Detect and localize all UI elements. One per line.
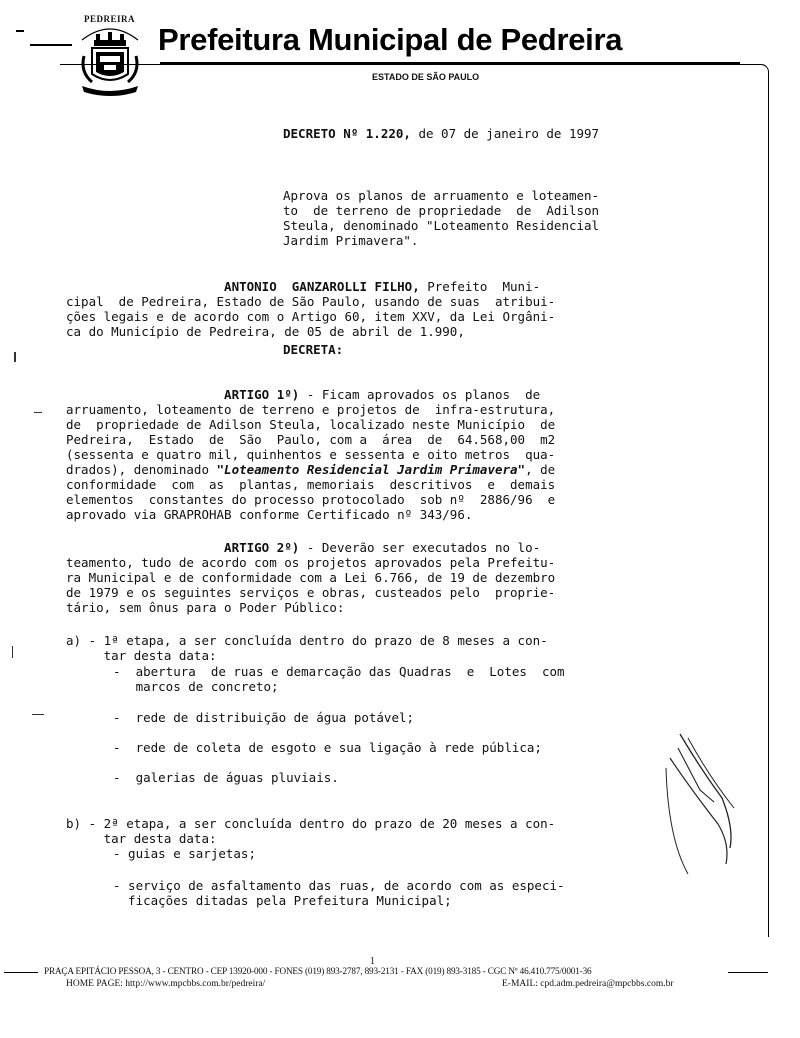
article-line: tário, sem ônus para o Poder Público: [66, 600, 345, 615]
summary-line: to de terreno de propriedade de Adilson [283, 203, 600, 218]
article-line: aprovado via GRAPROHAB conforme Certificado nº 343/96. [66, 507, 473, 522]
stage-b-line: b) - 2ª etapa, a ser concluída dentro do prazo de 20 meses a con- [66, 816, 556, 831]
article-line: elementos constantes do processo protocolado sob nº 2886/96 e [66, 492, 556, 507]
preamble-first-line: ANTONIO GANZAROLLI FILHO, Prefeito Muni- [224, 279, 541, 294]
stage-a-item: - rede de coleta de esgoto e sua ligação à rede pública; [113, 740, 542, 755]
footer-rule-right [728, 972, 768, 973]
article-line: Pedreira, Estado de São Paulo, com a área de 64.568,00 m2 [66, 432, 556, 447]
footer-rule-left [4, 972, 38, 973]
decree-number: DECRETO Nº 1.220, [283, 126, 411, 141]
preamble [66, 264, 555, 354]
summary-line: Jardim Primavera". [283, 233, 419, 248]
article-line: conformidade com as plantas, memoriais descritivos e demais [66, 477, 556, 492]
margin-mark [14, 352, 16, 362]
crest-name: PEDREIRA [84, 14, 136, 24]
margin-mark [32, 714, 44, 715]
article-2-first-line: ARTIGO 2º) - Deverão ser executados no lo- [224, 540, 541, 555]
margin-mark [12, 646, 16, 658]
stage-b-line: tar desta data: [66, 831, 217, 846]
stage-a-line: tar desta data: [66, 648, 217, 663]
margin-mark [34, 412, 42, 413]
stage-a-item: - abertura de ruas e demarcação das Quadras e Lotes com marcos de concreto; [113, 664, 565, 694]
mayor-name: ANTONIO GANZAROLLI FILHO, [224, 279, 420, 294]
state-subtitle: ESTADO DE SÃO PAULO [372, 72, 480, 82]
article-line: de propriedade de Adilson Steula, localizado neste Município de [66, 417, 556, 432]
footer-address: PRAÇA EPITÁCIO PESSOA, 3 - CENTRO - CEP 13920-000 - FONES (019) 893-2787, 893-2131 - FAX (019) 893-3185 - CGC Nº 46.410.775/0001-36 [44, 966, 592, 976]
article-line: arruamento, loteamento de terreno e projetos de infra-estrutura, [66, 402, 556, 417]
article-line: (sessenta e quatro mil, quinhentos e sessenta e oito metros qua- [66, 447, 556, 462]
stage-a-line: a) - 1ª etapa, a ser concluída dentro do prazo de 8 meses a con- [66, 633, 548, 648]
summary-line: Steula, denominado "Loteamento Residencial [283, 218, 600, 233]
article-1 [66, 372, 555, 537]
footer-homepage: HOME PAGE: http://www.mpcbbs.com.br/pedreira/ [66, 979, 266, 989]
article-line: teamento, tudo de acordo com os projetos aprovados pela Prefeitu- [66, 555, 556, 570]
summary-line: Aprova os planos de arruamento e loteamen- [283, 188, 600, 203]
signature-mark [660, 728, 740, 878]
article-line-development-name: drados), denominado "Loteamento Residencial Jardim Primavera", de [66, 462, 556, 477]
article-1-label: ARTIGO 1º) [224, 387, 300, 402]
article-1-first-line: ARTIGO 1º) - Ficam aprovados os planos de [224, 387, 541, 402]
stage-b-item: - serviço de asfaltamento das ruas, de acordo com as especi- ficações ditadas pela Prefeitura Municipal; [113, 878, 565, 908]
page-title: Prefeitura Municipal de Pedreira [158, 22, 623, 57]
page-number: 1 [370, 956, 375, 967]
left-rule-top [30, 44, 72, 46]
stage-b-item: - guias e sarjetas; [113, 846, 256, 861]
left-tick-mark [16, 30, 24, 32]
preamble-line: ções legais e de acordo com o Artigo 60, item XXV, da Lei Orgâni- [66, 309, 556, 324]
preamble-line: cipal de Pedreira, Estado de São Paulo, usando de suas atribui- [66, 294, 556, 309]
stage-a-item: - galerias de águas pluviais. [113, 770, 339, 785]
article-line: ra Municipal e de conformidade com a Lei 6.766, de 19 de dezembro [66, 570, 556, 585]
decree-date: de 07 de janeiro de 1997 [410, 126, 600, 141]
decreta-heading: DECRETA: [283, 342, 344, 357]
article-line: de 1979 e os seguintes serviços e obras, custeados pelo proprie- [66, 585, 556, 600]
decree-heading [283, 126, 599, 141]
development-name: "Loteamento Residencial Jardim Primavera" [216, 462, 526, 477]
stage-a-item: - rede de distribuição de água potável; [113, 710, 415, 725]
left-frame-mark [0, 64, 60, 65]
article-2-label: ARTIGO 2º) [224, 540, 300, 555]
footer-email: E-MAIL: cpd.adm.pedreira@mpcbbs.com.br [502, 979, 674, 989]
preamble-line: ca do Município de Pedreira, de 05 de abril de 1.990, [66, 324, 465, 339]
article-2 [66, 525, 555, 630]
decree-summary [283, 173, 599, 263]
